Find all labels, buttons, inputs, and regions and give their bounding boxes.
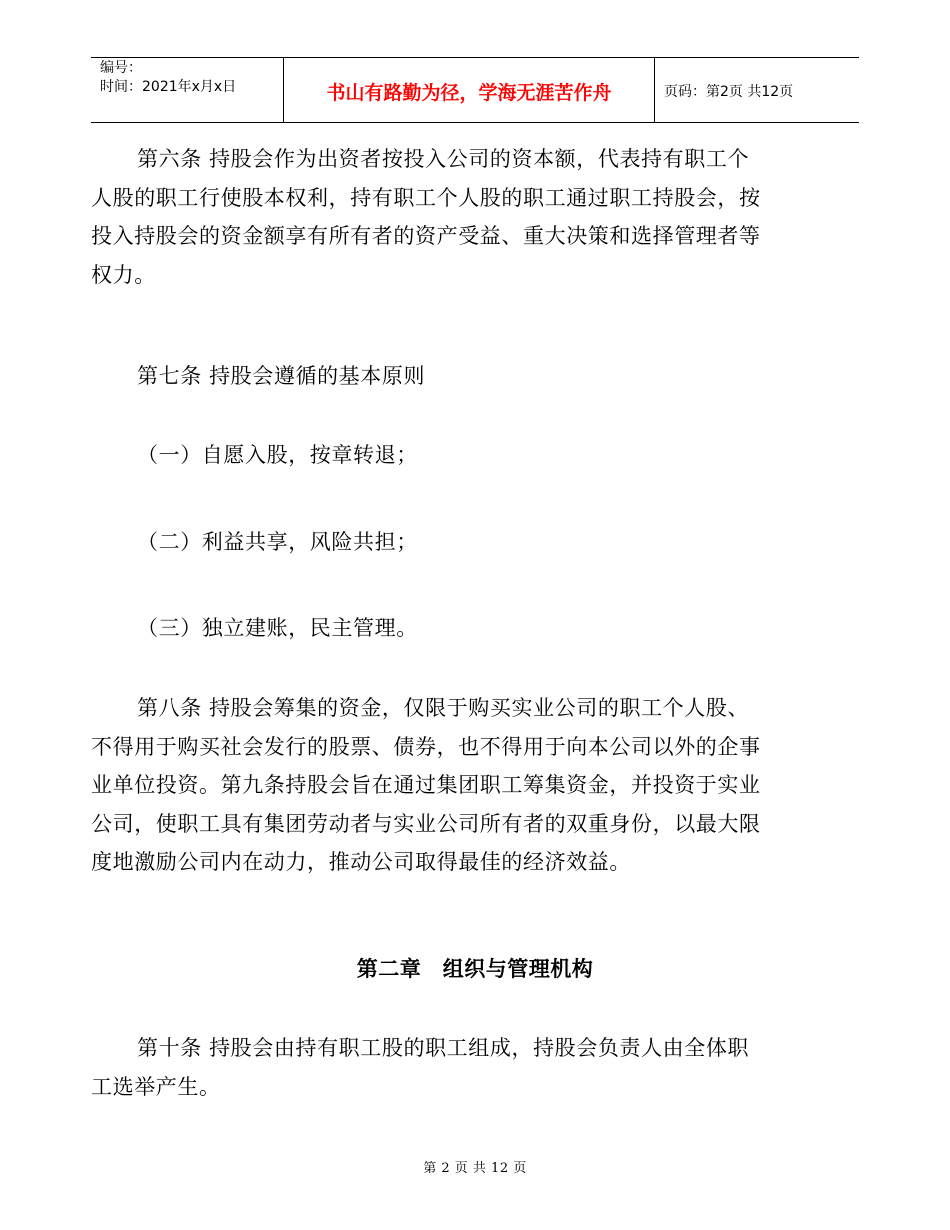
list-item: （三）独立建账，民主管理。 [137, 616, 418, 640]
text-line: 业单位投资。第九条持股会旨在通过集团职工筹集资金，并投资于实业 [91, 773, 761, 797]
text-line: 权力。 [91, 262, 156, 287]
article-6-paragraph [91, 140, 865, 294]
article-7-item-2 [91, 523, 865, 562]
text-line: 公司，使职工具有集团劳动者与实业公司所有者的双重身份，以最大限 [91, 811, 761, 836]
motto-text: 书山有路勤为径，学海无涯苦作舟 [326, 81, 612, 104]
list-item: （一）自愿入股，按章转退； [137, 443, 418, 467]
list-item: （二）利益共享，风险共担； [137, 530, 418, 554]
document-number-label: 编号： [100, 60, 142, 76]
text-line: 人股的职工行使股本权利，持有职工个人股的职工通过职工持股会，按 [91, 185, 761, 210]
chapter-heading: 第二章 组织与管理机构 [356, 957, 594, 981]
document-header [91, 57, 859, 123]
header-motto-cell [284, 58, 655, 122]
text-line: 第六条 持股会作为出资者按投入公司的资本额，代表持有职工个 [137, 147, 750, 171]
document-date: 时间：2021年x月x日 [100, 79, 237, 95]
header-page-cell [655, 58, 859, 122]
text-line: 第十条 持股会由持有职工股的职工组成，持股会负责人由全体职 [137, 1036, 750, 1060]
text-line: 不得用于购买社会发行的股票、债券，也不得用于向本公司以外的企事 [91, 734, 761, 759]
text-line: 投入持股会的资金额享有所有者的资产受益、重大决策和选择管理者等 [91, 224, 761, 248]
header-meta-cell [91, 58, 284, 122]
article-7-item-1 [91, 436, 865, 475]
article-7-item-3 [91, 609, 865, 648]
text-line: 第七条 持股会遵循的基本原则 [137, 364, 426, 388]
text-line: 度地激励公司内在动力，推动公司取得最佳的经济效益。 [91, 850, 631, 874]
page-footer: 第 2 页 共 12 页 [423, 1161, 527, 1176]
text-line: 工选举产生。 [91, 1074, 221, 1099]
article-7-title [91, 357, 865, 396]
article-8-paragraph [91, 689, 865, 882]
text-line: 第八条 持股会筹集的资金，仅限于购买实业公司的职工个人股、 [137, 696, 750, 720]
header-page-info: 页码：第2页 共12页 [664, 84, 794, 100]
article-10-paragraph [91, 1029, 865, 1106]
